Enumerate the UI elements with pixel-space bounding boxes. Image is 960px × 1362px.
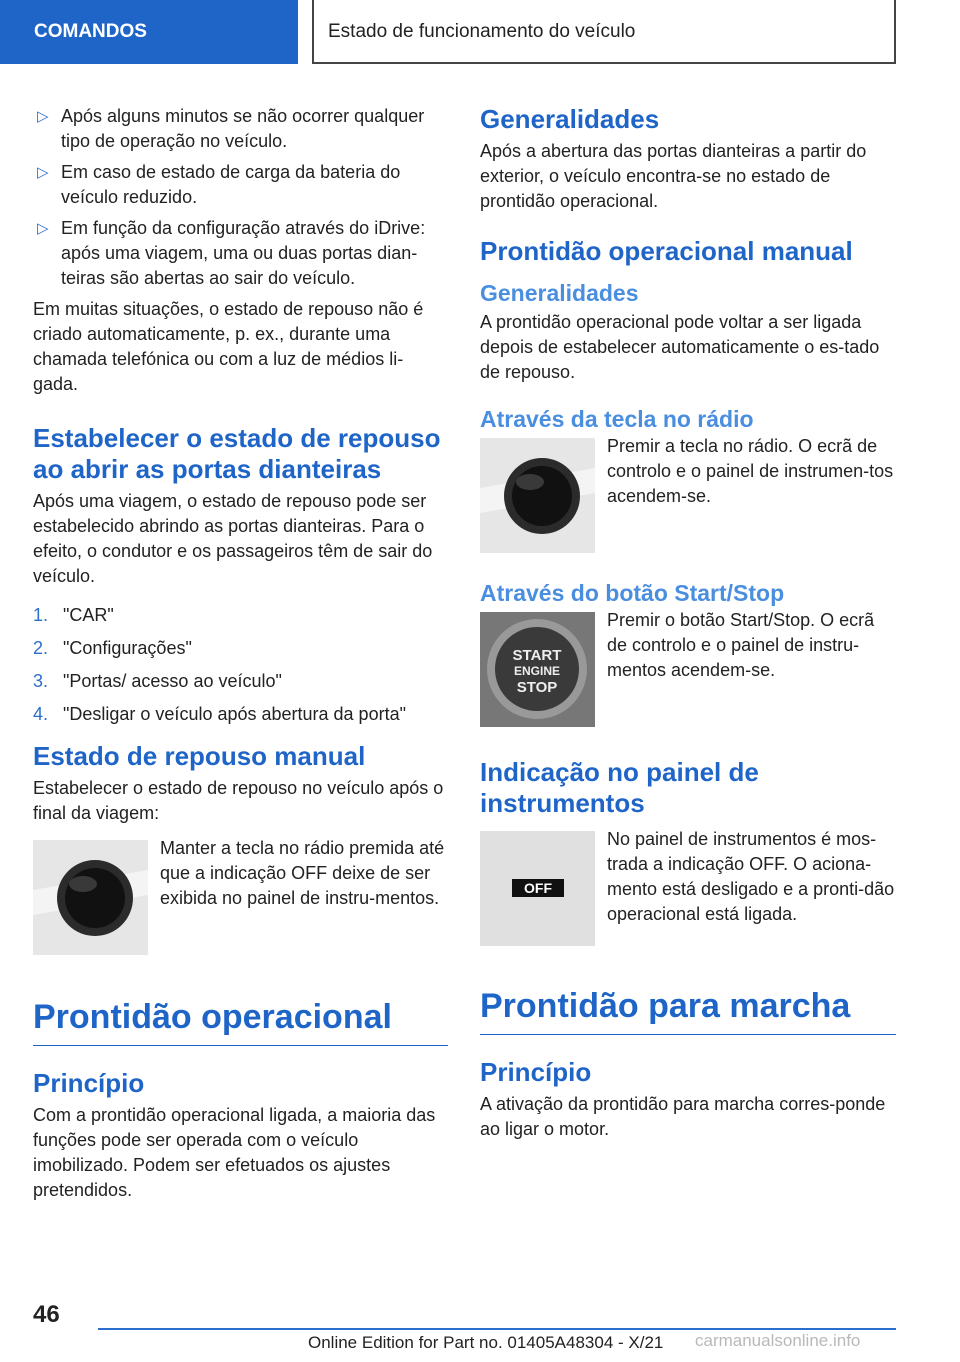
radio-knob-icon	[480, 438, 595, 553]
list-item: 4. "Desligar o veículo após abertura da porta"	[33, 704, 406, 724]
edition-note: Online Edition for Part no. 01405A48304 - X/21	[308, 1333, 664, 1352]
section-heading: Prontidão operacional manual	[480, 236, 853, 266]
list-item: ▷ Em função da configuração através do iDrive: após uma viagem, uma ou duas portas dian-teiras são abertas ao sair do veículo.	[37, 218, 426, 288]
left-column	[33, 104, 448, 1203]
section-heading: Princípio	[480, 1057, 592, 1087]
page-header-title: Estado de funcionamento do veículo	[312, 0, 896, 64]
paragraph: Premir o botão Start/Stop. O ecrã de controlo e o painel de instru-mentos acendem-se.	[607, 610, 875, 680]
watermark: carmanualsonline.info	[695, 1331, 861, 1350]
paragraph: No painel de instrumentos é mos-trada a indicação OFF. O aciona-mento está desligado e a pronti-dão operacional está ligada.	[607, 829, 895, 924]
image-text-row	[480, 827, 896, 946]
paragraph: Em muitas situações, o estado de repouso não é criado automaticamente, p. ex., durante uma chamada telefónica ou com a luz de médios li-gada.	[33, 299, 424, 394]
section-tab: COMANDOS	[0, 0, 298, 64]
list-item: ▷ Após alguns minutos se não ocorrer qualquer tipo de operação no veículo.	[37, 106, 425, 151]
paragraph: Após uma viagem, o estado de repouso pode ser estabelecido abrindo as portas dianteiras. Para o efeito, o condutor e os passageiros têm de sair do veículo.	[33, 491, 433, 586]
paragraph: Após a abertura das portas dianteiras a partir do exterior, o veículo encontra-se no estado de prontidão operacional.	[480, 141, 867, 211]
right-column	[480, 104, 896, 1142]
section-heading: Generalidades	[480, 104, 660, 134]
image-text-row	[480, 434, 896, 553]
steps-list	[33, 603, 448, 727]
subsection-heading: Através do botão Start/Stop	[480, 580, 785, 606]
section-heading: Princípio	[33, 1068, 145, 1098]
paragraph: A prontidão operacional pode voltar a ser ligada depois de estabelecer automaticamente o es-tado de repouso.	[480, 312, 880, 382]
list-item: 2. "Configurações"	[33, 638, 192, 658]
svg-text:START: START	[512, 647, 562, 664]
off-indicator-icon	[480, 831, 595, 946]
image-text-row	[33, 836, 448, 955]
list-item: 1. "CAR"	[33, 605, 114, 625]
bullet-list	[33, 104, 448, 291]
svg-text:STOP: STOP	[516, 679, 558, 696]
section-heading: Estabelecer o estado de repouso ao abrir as portas dianteiras	[33, 423, 441, 484]
section-heading: Indicação no painel de instrumentos	[480, 757, 759, 818]
paragraph: Premir a tecla no rádio. O ecrã de controlo e o painel de instrumen-tos acendem-se.	[607, 436, 894, 506]
triangle-bullet-icon: ▷	[37, 164, 49, 181]
section-heading: Estado de repouso manual	[33, 741, 366, 771]
triangle-bullet-icon: ▷	[37, 108, 49, 125]
page-number: 46	[33, 1301, 60, 1328]
paragraph: Manter a tecla no rádio premida até que a indicação OFF deixe de ser exibida no painel de instru-mentos.	[160, 838, 445, 908]
paragraph: Estabelecer o estado de repouso no veículo após o final da viagem:	[33, 778, 444, 823]
chapter-heading: Prontidão operacional	[33, 995, 448, 1046]
subsection-heading: Através da tecla no rádio	[480, 406, 754, 432]
footer-divider	[98, 1328, 896, 1330]
image-text-row	[480, 608, 896, 727]
subsection-heading: Generalidades	[480, 280, 639, 306]
list-item: ▷ Em caso de estado de carga da bateria do veículo reduzido.	[37, 162, 401, 207]
list-item: 3. "Portas/ acesso ao veículo"	[33, 671, 282, 691]
paragraph: A ativação da prontidão para marcha corres-ponde ao ligar o motor.	[480, 1094, 886, 1139]
triangle-bullet-icon: ▷	[37, 220, 49, 237]
start-stop-button-icon	[480, 612, 595, 727]
svg-text:OFF: OFF	[524, 880, 552, 896]
svg-text:ENGINE: ENGINE	[513, 664, 561, 678]
chapter-heading: Prontidão para marcha	[480, 984, 896, 1035]
paragraph: Com a prontidão operacional ligada, a maioria das funções pode ser operada com o veículo imobilizado. Podem ser efetuados os ajustes pretendidos.	[33, 1105, 436, 1200]
radio-knob-icon	[33, 840, 148, 955]
